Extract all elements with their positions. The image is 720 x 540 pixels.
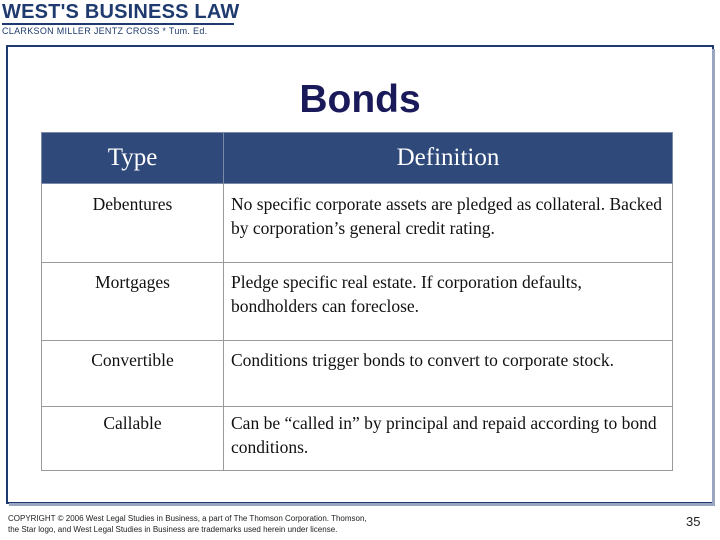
bond-type-cell: Debentures [42, 184, 224, 263]
table-row [42, 263, 673, 341]
slide-title-container [0, 78, 720, 122]
bond-type-cell: Mortgages [42, 263, 224, 341]
page-number: 35 [686, 514, 701, 529]
bond-definition-cell: Can be “called in” by principal and repaid according to bond conditions. [224, 407, 673, 471]
bond-types-table [41, 132, 673, 471]
bond-definition-cell: No specific corporate assets are pledged as collateral. Backed by corporation’s general credit rating. [224, 184, 673, 263]
table-row [42, 407, 673, 471]
bond-type-cell: Convertible [42, 341, 224, 407]
slide-title: Bonds [299, 78, 421, 121]
copyright-notice [8, 513, 458, 535]
column-header-definition: Definition [224, 133, 673, 184]
column-header-type: Type [42, 133, 224, 184]
slide-frame-shadow [9, 503, 715, 506]
copyright-line: COPYRIGHT © 2006 West Legal Studies in Business, a part of The Thomson Corporation. Thomson, [8, 514, 367, 523]
bond-definition-cell: Pledge specific real estate. If corporation defaults, bondholders can foreclose. [224, 263, 673, 341]
bond-type-cell: Callable [42, 407, 224, 471]
bond-definition-cell: Conditions trigger bonds to convert to corporate stock. [224, 341, 673, 407]
table-row [42, 184, 673, 263]
brand-header [2, 0, 239, 36]
table-header-row [42, 133, 673, 184]
table-row [42, 341, 673, 407]
book-title: WEST'S BUSINESS LAW [2, 1, 240, 23]
book-authors: CLARKSON MILLER JENTZ CROSS * Tum. Ed. [2, 26, 208, 36]
copyright-line: the Star logo, and West Legal Studies in Business are trademarks used herein under license. [8, 525, 338, 534]
